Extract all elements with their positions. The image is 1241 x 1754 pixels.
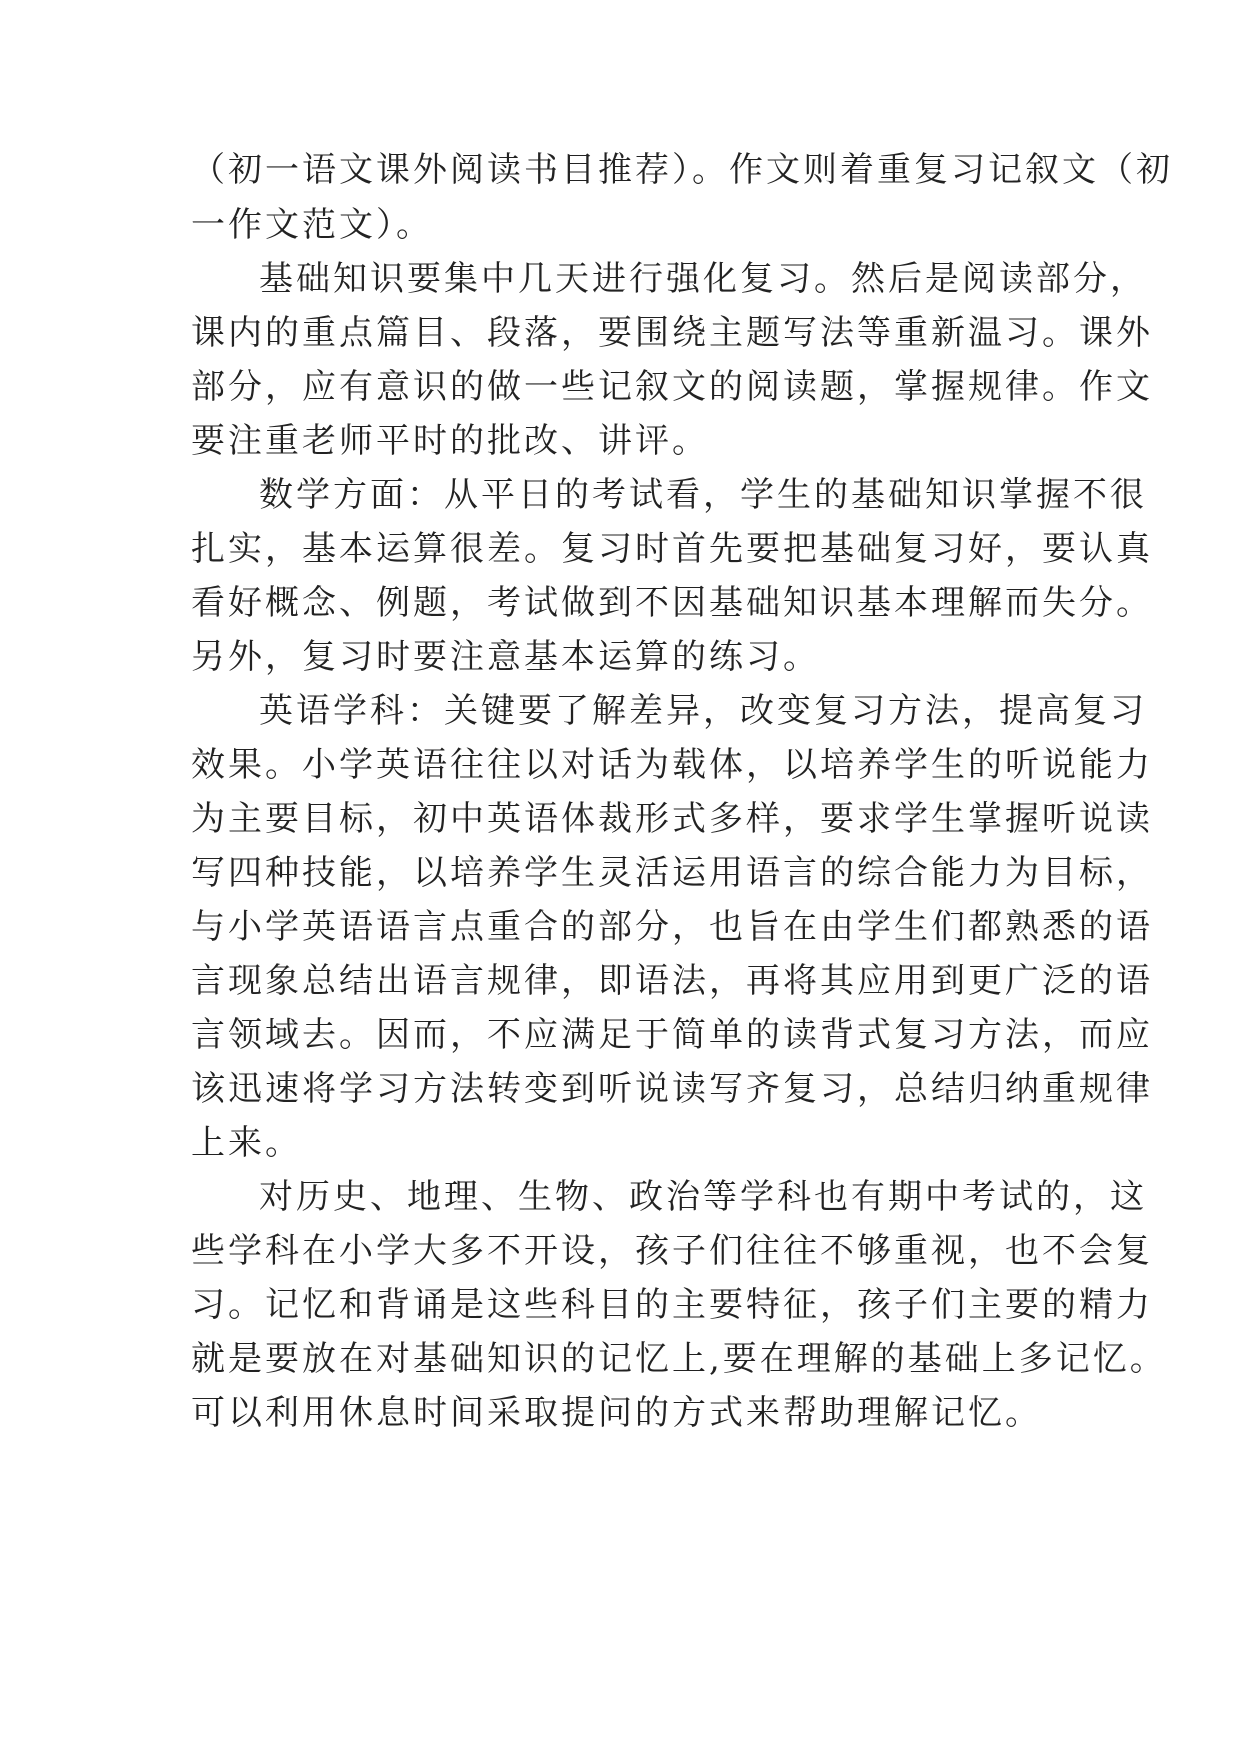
text-line: 可以利用休息时间采取提问的方式来帮助理解记忆。 <box>191 1393 1042 1433</box>
text-line: 为主要目标，初中英语体裁形式多样，要求学生掌握听说读 <box>191 799 1153 839</box>
text-line: 部分，应有意识的做一些记叙文的阅读题，掌握规律。作文 <box>191 367 1153 407</box>
text-line: 扎实，基本运算很差。复习时首先要把基础复习好，要认真 <box>191 529 1153 569</box>
text-line: 数学方面：从平日的考试看，学生的基础知识掌握不很 <box>259 475 1147 515</box>
text-line: 些学科在小学大多不开设，孩子们往往不够重视，也不会复 <box>191 1231 1153 1271</box>
text-line: 该迅速将学习方法转变到听说读写齐复习，总结归纳重规律 <box>191 1069 1153 1109</box>
text-line: 基础知识要集中几天进行强化复习。然后是阅读部分， <box>259 259 1147 299</box>
text-line: 言领域去。因而，不应满足于简单的读背式复习方法，而应 <box>191 1015 1153 1055</box>
text-line: 上来。 <box>191 1123 302 1163</box>
text-line: 要注重老师平时的批改、讲评。 <box>191 421 709 461</box>
text-line: 对历史、地理、生物、政治等学科也有期中考试的，这 <box>259 1177 1147 1217</box>
text-line: 效果。小学英语往往以对话为载体，以培养学生的听说能力 <box>191 745 1153 785</box>
text-line: 习。记忆和背诵是这些科目的主要特征，孩子们主要的精力 <box>191 1285 1153 1325</box>
text-line: 一作文范文）。 <box>191 205 433 245</box>
text-line: 英语学科：关键要了解差异，改变复习方法，提高复习 <box>259 691 1147 731</box>
text-line: 课内的重点篇目、段落，要围绕主题写法等重新温习。课外 <box>191 313 1153 353</box>
text-line: （初一语文课外阅读书目推荐）。作文则着重复习记叙文（初 <box>191 150 1173 190</box>
text-line: 言现象总结出语言规律，即语法，再将其应用到更广泛的语 <box>191 961 1153 1001</box>
text-line: 就是要放在对基础知识的记忆上,要在理解的基础上多记忆。 <box>191 1339 1167 1379</box>
text-line: 写四种技能，以培养学生灵活运用语言的综合能力为目标， <box>191 853 1153 893</box>
text-line: 与小学英语语言点重合的部分，也旨在由学生们都熟悉的语 <box>191 907 1153 947</box>
text-line: 看好概念、例题，考试做到不因基础知识基本理解而失分。 <box>191 583 1153 623</box>
text-line: 另外，复习时要注意基本运算的练习。 <box>191 637 820 677</box>
